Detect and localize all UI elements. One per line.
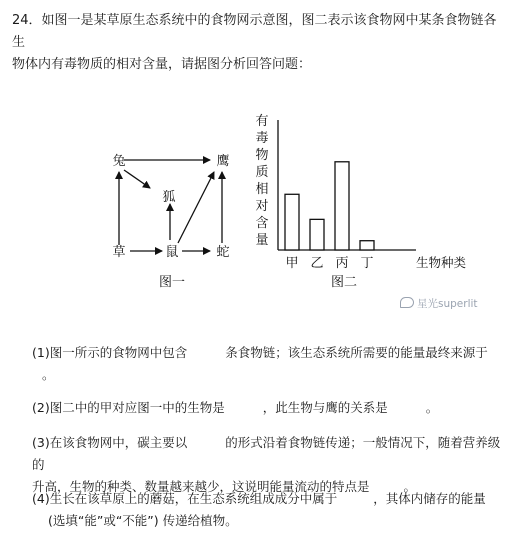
q2-end: 。 (425, 400, 439, 415)
food-web-arrows (119, 160, 222, 251)
node-grass: 草 (112, 245, 126, 260)
question-intro (12, 10, 508, 76)
arrow-rabbit-to-fox (124, 170, 150, 188)
watermark-text: 星光superlit (417, 298, 478, 310)
q3-text-a: (3)在该食物网中，碳主要以 (32, 435, 188, 450)
figure1-food-web (100, 140, 250, 300)
node-rabbit: 兔 (112, 154, 126, 169)
node-snake: 蛇 (216, 245, 230, 260)
q3-text-c: 升高，生物的种类、数量越来越少，这说明能量流动的特点是 (32, 479, 370, 494)
arrow-mouse-to-eagle (178, 172, 214, 243)
y-label-char-6: 含 (255, 216, 269, 231)
q4-text-c: (选填“能”或“不能”) 传递给植物。 (48, 513, 238, 528)
q1-end: 。 (42, 367, 55, 382)
y-label-char-2: 物 (255, 148, 269, 163)
q1-text-a: (1)图一所示的食物网中包含 (32, 345, 188, 360)
q2-text-a: (2)图二中的甲对应图一中的生物是 (32, 400, 225, 415)
bars (285, 162, 374, 250)
q3-end: 。 (403, 479, 417, 494)
figure2-bar-chart (248, 110, 467, 300)
bar-2 (335, 162, 349, 250)
q4-text-a: (4)生长在该草原上的蘑菇，在生态系统组成成分中属于 (32, 491, 338, 506)
node-fox: 狐 (162, 190, 176, 205)
y-label-char-1: 毒 (255, 131, 269, 146)
category-label-0: 甲 (285, 256, 299, 271)
bar-3 (360, 241, 374, 250)
q4-text-b: ，其体内储存的能量 (373, 491, 486, 506)
y-axis-label (255, 114, 268, 248)
y-label-char-0: 有 (255, 114, 269, 129)
intro-line-2: 物体内有毒物质的相对含量，请据图分析回答问题： (12, 57, 312, 72)
watermark (400, 296, 478, 311)
bar-1 (310, 219, 324, 250)
category-label-2: 丙 (335, 256, 349, 271)
q3-text-b: 的形式沿着食物链传递；一般情况下，随着营养级的 (32, 435, 501, 472)
category-labels (285, 256, 373, 271)
chat-bubble-icon (400, 297, 414, 308)
q2-text-b: ，此生物与鹰的关系是 (262, 400, 388, 415)
node-mouse: 鼠 (165, 245, 179, 260)
question-1 (32, 342, 512, 386)
node-eagle: 鹰 (216, 154, 230, 169)
y-label-char-5: 对 (255, 199, 269, 214)
question-2 (32, 397, 512, 419)
category-label-3: 丁 (360, 256, 374, 271)
bar-0 (285, 194, 299, 250)
category-label-1: 乙 (310, 256, 324, 271)
figure1-caption: 图一 (158, 275, 186, 290)
y-label-char-7: 量 (255, 233, 269, 248)
intro-line-1: 24．如图一是某草原生态系统中的食物网示意图，图二表示该食物网中某条食物链各生 (12, 13, 497, 50)
question-4 (32, 488, 512, 532)
figure2-caption: 图二 (330, 275, 358, 290)
x-axis-label: 生物种类 (416, 255, 467, 270)
y-label-char-4: 相 (255, 182, 269, 197)
q1-text-b: 条食物链；该生态系统所需要的能量最终来源于 (225, 345, 488, 360)
y-label-char-3: 质 (255, 165, 269, 180)
